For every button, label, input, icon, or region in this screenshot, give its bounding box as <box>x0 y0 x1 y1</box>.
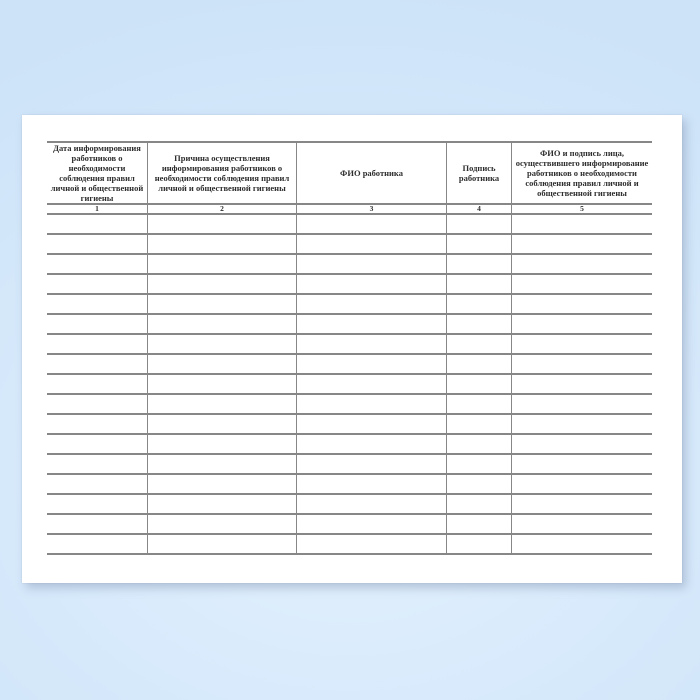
table-cell <box>446 355 511 373</box>
table-cell <box>511 355 652 373</box>
table-cell <box>446 255 511 273</box>
table-cell <box>446 415 511 433</box>
table-cell <box>446 335 511 353</box>
table-row <box>47 433 652 453</box>
table-cell <box>296 415 446 433</box>
header-cell-reason: Причина осуществления информирования работников о необходимости соблюдения правил личной и общественной гигиены <box>147 143 296 203</box>
table-cell <box>511 315 652 333</box>
table-row <box>47 513 652 533</box>
table-row <box>47 333 652 353</box>
table-cell <box>147 275 296 293</box>
header-row <box>47 143 652 203</box>
table-cell <box>47 455 147 473</box>
table-row <box>47 253 652 273</box>
table-cell <box>147 375 296 393</box>
table-cell <box>296 355 446 373</box>
table-row <box>47 493 652 513</box>
table-row <box>47 293 652 313</box>
table-cell <box>147 415 296 433</box>
table-row <box>47 533 652 553</box>
table-cell <box>446 455 511 473</box>
table-cell <box>47 375 147 393</box>
table-cell <box>446 475 511 493</box>
column-number: 4 <box>446 205 511 213</box>
column-number: 3 <box>296 205 446 213</box>
document-page <box>22 115 682 583</box>
table-cell <box>296 395 446 413</box>
table-cell <box>147 315 296 333</box>
table-cell <box>511 275 652 293</box>
table-cell <box>446 535 511 553</box>
table-cell <box>296 235 446 253</box>
table-cell <box>511 235 652 253</box>
table-cell <box>296 495 446 513</box>
table-cell <box>511 395 652 413</box>
table-cell <box>446 435 511 453</box>
table-row <box>47 413 652 433</box>
table-cell <box>47 235 147 253</box>
table-cell <box>47 255 147 273</box>
table-cell <box>511 515 652 533</box>
table-cell <box>296 215 446 233</box>
column-number: 1 <box>95 205 99 213</box>
table-row <box>47 373 652 393</box>
table-cell <box>296 255 446 273</box>
table-cell <box>511 255 652 273</box>
table-cell <box>511 415 652 433</box>
table-cell <box>296 315 446 333</box>
table-cell <box>446 515 511 533</box>
table-cell <box>47 515 147 533</box>
table-cell <box>446 235 511 253</box>
table-cell <box>296 455 446 473</box>
table-cell <box>446 315 511 333</box>
table-cell <box>296 535 446 553</box>
table-cell <box>47 355 147 373</box>
table-cell <box>147 215 296 233</box>
table-cell <box>511 435 652 453</box>
table-cell <box>147 355 296 373</box>
table-cell <box>47 535 147 553</box>
table-cell <box>446 215 511 233</box>
table-cell <box>446 375 511 393</box>
table-cell <box>147 455 296 473</box>
table-cell <box>47 395 147 413</box>
table-cell <box>511 215 652 233</box>
table-row <box>47 393 652 413</box>
table-cell <box>147 235 296 253</box>
table-cell <box>511 455 652 473</box>
table-row <box>47 273 652 293</box>
table-cell <box>446 495 511 513</box>
table-cell <box>47 415 147 433</box>
table-cell <box>296 295 446 313</box>
table-cell <box>47 435 147 453</box>
table-cell <box>147 335 296 353</box>
table-row <box>47 353 652 373</box>
table-cell <box>147 295 296 313</box>
header-cell-worker-name: ФИО работника <box>296 143 446 203</box>
table-cell <box>511 375 652 393</box>
table-cell <box>147 395 296 413</box>
table-cell <box>296 435 446 453</box>
table-cell <box>511 495 652 513</box>
table-cell <box>47 335 147 353</box>
header-cell-worker-signature: Подпись работника <box>446 143 511 203</box>
table-row <box>47 213 652 233</box>
table-cell <box>147 435 296 453</box>
table-cell <box>296 275 446 293</box>
header-cell-date: Дата информирования работников о необходимости соблюдения правил личной и общественной гигиены <box>50 143 144 203</box>
table-cell <box>147 495 296 513</box>
table-cell <box>296 475 446 493</box>
column-numbers-row <box>47 203 652 213</box>
table-row <box>47 233 652 253</box>
table-row <box>47 453 652 473</box>
table-body <box>47 213 652 553</box>
table-cell <box>511 295 652 313</box>
table-cell <box>47 475 147 493</box>
table-cell <box>47 495 147 513</box>
table-cell <box>147 535 296 553</box>
header-cell-informer: ФИО и подпись лица, осуществившего информирование работников о необходимости соблюдения правил личной и общественной гигиены <box>511 143 652 203</box>
table-cell <box>296 515 446 533</box>
table-cell <box>147 255 296 273</box>
table-cell <box>47 295 147 313</box>
table-cell <box>446 275 511 293</box>
table-cell <box>511 335 652 353</box>
table-cell <box>147 515 296 533</box>
column-number: 5 <box>511 205 652 213</box>
table-cell <box>446 395 511 413</box>
table-cell <box>511 475 652 493</box>
column-number: 2 <box>147 205 296 213</box>
table-row <box>47 313 652 333</box>
table-row <box>47 473 652 493</box>
table-cell <box>296 375 446 393</box>
table-cell <box>47 215 147 233</box>
table-cell <box>47 275 147 293</box>
table-cell <box>511 535 652 553</box>
table-cell <box>446 295 511 313</box>
table-cell <box>47 315 147 333</box>
table-cell <box>296 335 446 353</box>
table-cell <box>147 475 296 493</box>
journal-table <box>47 141 652 555</box>
